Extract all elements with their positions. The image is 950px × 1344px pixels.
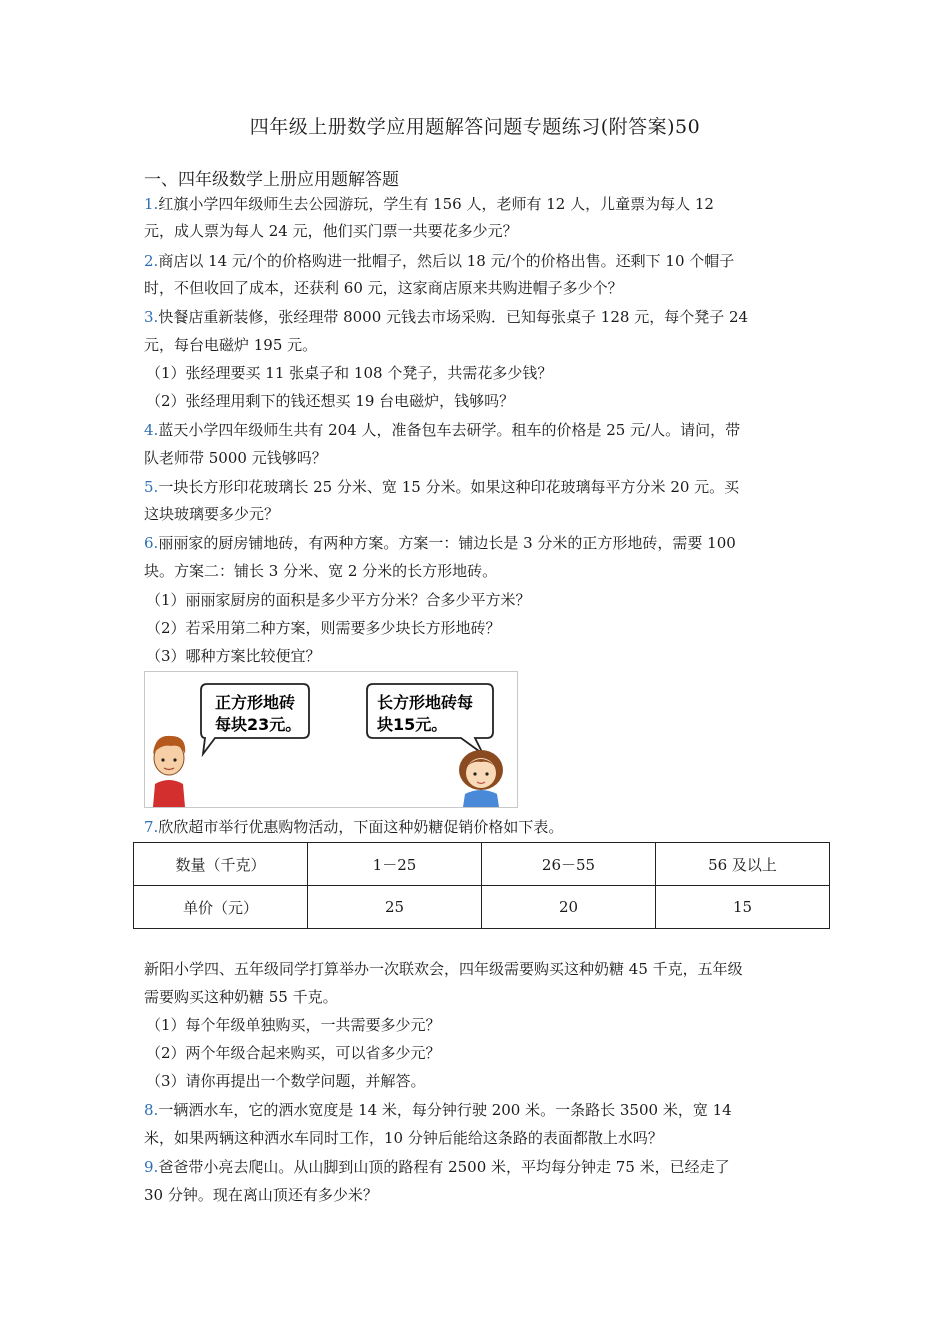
table-cell: 56 及以上 xyxy=(656,843,830,886)
question-text: 丽丽家的厨房铺地砖，有两种方案。方案一：铺边长是 3 分米的正方形地砖，需要 100 xyxy=(158,534,736,552)
text-line xyxy=(146,645,321,666)
page-title: 四年级上册数学应用题解答问题专题练习(附答案)50 xyxy=(249,116,701,138)
text-line xyxy=(144,503,279,524)
question-text: 一辆洒水车，它的洒水宽度是 14 米，每分钟行驶 200 米。一条路长 3500 米，宽 14 xyxy=(158,1101,732,1119)
question-number: 2. xyxy=(144,252,159,270)
question-text: （3）哪种方案比较便宜？ xyxy=(146,647,321,665)
question-number: 9. xyxy=(144,1158,159,1176)
question-number: 5. xyxy=(144,478,159,496)
table-row xyxy=(134,843,830,886)
question-text: 队老师带 5000 元钱够吗？ xyxy=(144,449,327,467)
text-line xyxy=(144,816,563,837)
question-text: 一块长方形印花玻璃长 25 分米、宽 15 分米。如果这种印花玻璃每平方分米 20 元。买 xyxy=(158,478,740,496)
question-number: 7. xyxy=(144,818,159,836)
table-cell: 25 xyxy=(308,886,482,929)
text-line xyxy=(144,532,736,553)
question-number: 8. xyxy=(144,1101,159,1119)
text-line xyxy=(146,1042,441,1063)
table-cell: 1－25 xyxy=(308,843,482,886)
question-number: 6. xyxy=(144,534,159,552)
section-heading: 一、四年级数学上册应用题解答题 xyxy=(144,170,399,190)
boy-icon xyxy=(153,736,185,807)
question-text: （1）丽丽家厨房的面积是多少平方分米？合多少平方米？ xyxy=(146,591,531,609)
question-number: 3. xyxy=(144,308,159,326)
question-text: （1）张经理要买 11 张桌子和 108 个凳子，共需花多少钱？ xyxy=(146,364,553,382)
table-cell: 15 xyxy=(656,886,830,929)
text-line xyxy=(146,362,552,383)
text-line xyxy=(146,617,501,638)
text-line xyxy=(146,1014,441,1035)
text-line xyxy=(144,447,327,468)
question-text: 快餐店重新装修，张经理带 8000 元钱去市场采购．已知每张桌子 128 元，每个凳子 24 xyxy=(158,308,749,326)
question-text: 米，如果两辆这种洒水车同时工作，10 分钟后能给这条路的表面都散上水吗？ xyxy=(144,1129,663,1147)
question-text: 需要购买这种奶糖 55 千克。 xyxy=(144,988,338,1006)
question-text: 商店以 14 元/个的价格购进一批帽子，然后以 18 元/个的价格出售。还剩下 10 个帽子 xyxy=(158,252,735,270)
question-text: （2）张经理用剩下的钱还想买 19 台电磁炉，钱够吗？ xyxy=(146,392,515,410)
text-line xyxy=(144,1127,663,1148)
text-line xyxy=(144,986,338,1007)
question-text: （3）请你再提出一个数学问题，并解答。 xyxy=(146,1072,426,1090)
question-text: （2）若采用第二种方案，则需要多少块长方形地砖？ xyxy=(146,619,501,637)
question-text: 这块玻璃要多少元？ xyxy=(144,505,280,523)
question-text: 红旗小学四年级师生去公园游玩，学生有 156 人，老师有 12 人，儿童票为每人 12 xyxy=(158,195,714,213)
text-line xyxy=(144,1099,732,1120)
table-cell: 单价（元） xyxy=(134,886,308,929)
question-text: 时，不但收回了成本，还获利 60 元，这家商店原来共购进帽子多少个？ xyxy=(144,279,623,297)
bubble-right-line1: 长方形地砖每 xyxy=(377,693,474,712)
text-line xyxy=(144,958,743,979)
table-row xyxy=(134,886,830,929)
table-cell: 20 xyxy=(482,886,656,929)
text-line xyxy=(144,250,734,271)
illustration-svg xyxy=(145,672,517,807)
bubble-left-line2: 每块23元。 xyxy=(215,715,302,734)
question-text: 30 分钟。现在离山顶还有多少米？ xyxy=(144,1186,378,1204)
text-line xyxy=(144,306,748,327)
text-line xyxy=(144,1184,378,1205)
table-cell: 26－55 xyxy=(482,843,656,886)
question-text: 爸爸带小亮去爬山。从山脚到山顶的路程有 2500 米，平均每分钟走 75 米，已经走了 xyxy=(158,1158,730,1176)
question-number: 4. xyxy=(144,421,159,439)
girl-icon xyxy=(459,750,503,807)
text-line xyxy=(144,560,497,581)
question-text: 元，成人票为每人 24 元，他们买门票一共要花多少元？ xyxy=(144,222,518,240)
text-line xyxy=(144,193,714,214)
text-line xyxy=(144,419,740,440)
question-text: 块。方案二：铺长 3 分米、宽 2 分米的长方形地砖。 xyxy=(144,562,498,580)
text-line xyxy=(146,390,514,411)
question-text: （2）两个年级合起来购买，可以省多少元？ xyxy=(146,1044,441,1062)
table-cell: 数量（千克） xyxy=(134,843,308,886)
question-text: 新阳小学四、五年级同学打算举办一次联欢会，四年级需要购买这种奶糖 45 千克，五年级 xyxy=(144,960,743,978)
question-text: （1）每个年级单独购买，一共需要多少元？ xyxy=(146,1016,441,1034)
bubble-left-line1: 正方形地砖 xyxy=(215,693,296,712)
text-line xyxy=(146,1070,426,1091)
text-line xyxy=(144,277,623,298)
question-number: 1. xyxy=(144,195,159,213)
bubble-right-line2: 块15元。 xyxy=(377,715,448,734)
price-table xyxy=(133,842,830,929)
text-line xyxy=(144,334,317,355)
text-line xyxy=(144,1156,730,1177)
tile-illustration xyxy=(144,671,518,808)
text-line xyxy=(146,589,531,610)
question-text: 欣欣超市举行优惠购物活动，下面这种奶糖促销价格如下表。 xyxy=(158,818,564,836)
text-line xyxy=(144,476,739,497)
question-text: 蓝天小学四年级师生共有 204 人，准备包车去研学。租车的价格是 25 元/人。请问，带 xyxy=(158,421,741,439)
text-line xyxy=(144,220,518,241)
question-text: 元，每台电磁炉 195 元。 xyxy=(144,336,318,354)
